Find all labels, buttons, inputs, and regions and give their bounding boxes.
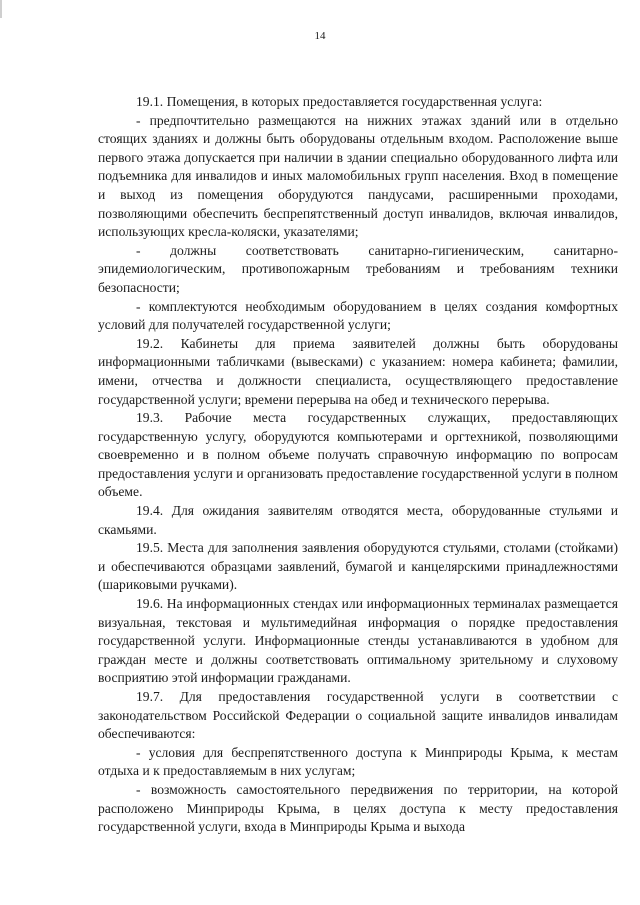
paragraph-19-4: 19.4. Для ожидания заявителям отводятся места, оборудованные стульями и скамьями. bbox=[98, 503, 618, 537]
list-item-requirements: - должны соответствовать санитарно-гигиеническим, санитарно-эпидемиологическим, противопожарным требованиям и требованиям техники безопасности; bbox=[98, 242, 618, 295]
list-item-placement: - предпочтительно размещаются на нижних этажах зданий или в отдельно стоящих зданиях и должны быть оборудованы отдельным входом. Расположение выше первого этажа допускается при наличии в здании специально оборудованного лифта или подъемника для инвалидов и иных маломобильных групп населения. Вход в помещение и выход из помещения оборудуются пандусами, расширенными проходами, позволяющими обеспечить беспрепятственный доступ инвалидов, включая инвалидов, использующих кресла-коляски, указателями; bbox=[98, 112, 618, 240]
list-item-movement: - возможность самостоятельного передвижения по территории, на которой расположено Минприроды Крыма, в целях доступа к месту предоставления государственной услуги, входа в Минприроды Крыма и выхода bbox=[98, 781, 618, 835]
scan-edge-mark bbox=[0, 0, 2, 18]
document-body bbox=[98, 93, 618, 837]
paragraph-19-5: 19.5. Места для заполнения заявления оборудуются стульями, столами (стойками) и обеспечиваются образцами заявлений, бумагой и канцелярскими принадлежностями (шариковыми ручками). bbox=[98, 540, 618, 593]
list-item-equipment: - комплектуются необходимым оборудованием в целях создания комфортных условий для получателей государственной услуги; bbox=[98, 298, 618, 333]
paragraph-19-2: 19.2. Кабинеты для приема заявителей должны быть оборудованы информационными табличками (вывесками) с указанием: номера кабинета; фамилии, имени, отчества и должности специалиста, осуществляющего предоставление государственной услуги; времени перерыва на обед и технического перерыва. bbox=[98, 335, 618, 407]
page-number: 14 bbox=[314, 30, 326, 42]
paragraph-19-7: 19.7. Для предоставления государственной услуги в соответствии с законодательством Российской Федерации о социальной защите инвалидов инвалидам обеспечиваются: bbox=[98, 689, 618, 742]
paragraph-19-3: 19.3. Рабочие места государственных служащих, предоставляющих государственную услугу, оборудуются компьютерами и оргтехникой, позволяющими своевременно и в полном объеме получать справочную информацию по вопросам предоставления услуги и организовать предоставление государственной услуги в полном объеме. bbox=[98, 410, 618, 500]
paragraph-19-1: 19.1. Помещения, в которых предоставляется государственная услуга: bbox=[136, 94, 543, 109]
list-item-access-conditions: - условия для беспрепятственного доступа к Минприроды Крыма, к местам отдыха и к предоставляемым в них услугам; bbox=[98, 744, 618, 779]
paragraph-19-6: 19.6. На информационных стендах или информационных терминалах размещается визуальная, текстовая и мультимедийная информация о порядке предоставления государственной услуги. Информационные стенды устанавливаются в удобном для граждан месте и должны соответствовать оптимальному зрительному и слуховому восприятию этой информации гражданами. bbox=[98, 596, 618, 686]
